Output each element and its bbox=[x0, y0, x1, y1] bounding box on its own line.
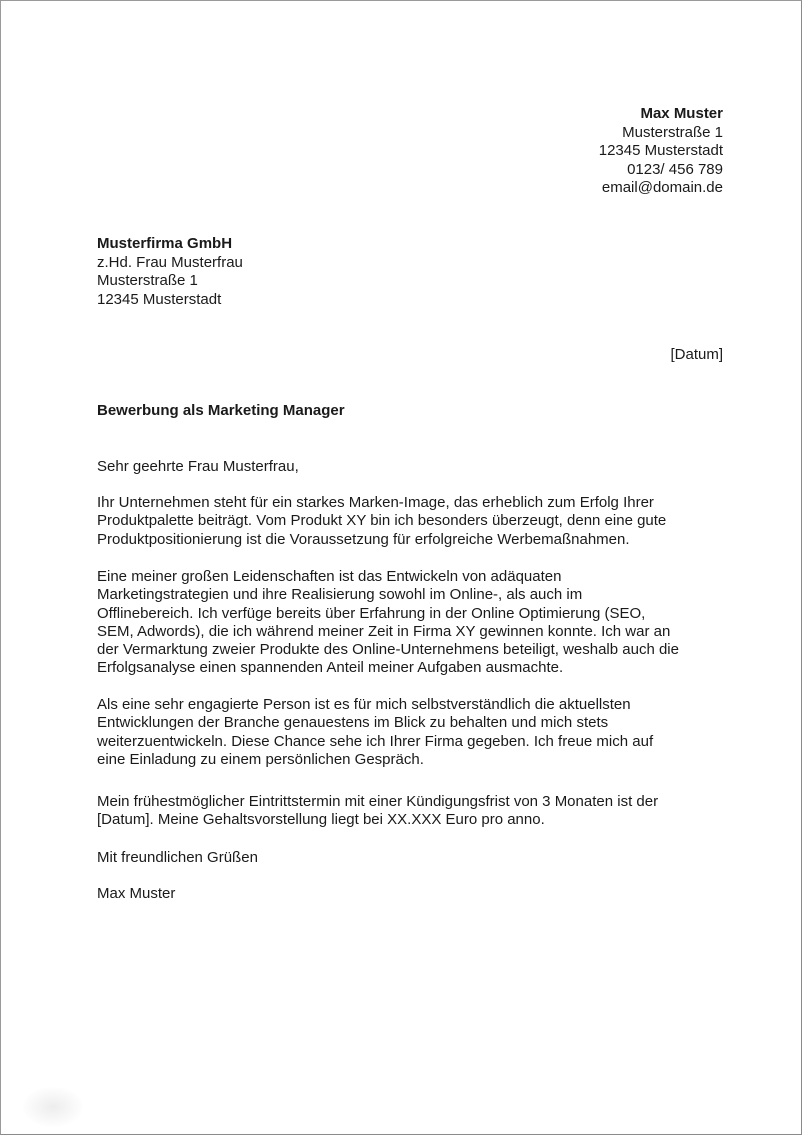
sender-address bbox=[599, 105, 723, 198]
body-paragraph-2 bbox=[97, 568, 737, 678]
letter-subject: Bewerbung als Marketing Manager bbox=[97, 402, 345, 419]
sender-city: 12345 Musterstadt bbox=[598, 142, 723, 159]
paragraph-line: Mein frühestmöglicher Eintrittstermin mit einer Kündigungsfrist von 3 Monaten ist der bbox=[97, 793, 659, 810]
sender-email: email@domain.de bbox=[601, 179, 723, 196]
recipient-address bbox=[97, 235, 243, 309]
letter-closing: Mit freundlichen Grüßen bbox=[97, 849, 258, 866]
sender-street: Musterstraße 1 bbox=[622, 123, 723, 141]
letter-salutation: Sehr geehrte Frau Musterfrau, bbox=[97, 458, 299, 475]
paragraph-line: [Datum]. Meine Gehaltsvorstellung liegt bei XX.XXX Euro pro anno. bbox=[97, 811, 545, 829]
sender-phone: 0123/ 456 789 bbox=[627, 160, 723, 178]
paragraph-line: weiterzuentwickeln. Diese Chance sehe ich Ihrer Firma gegeben. Ich freue mich auf bbox=[97, 732, 654, 750]
sender-name: Max Muster bbox=[640, 105, 723, 122]
letter-signature: Max Muster bbox=[97, 885, 176, 902]
paragraph-line: eine Einladung zu einem persönlichen Gespräch. bbox=[97, 750, 424, 768]
paragraph-line: Erfolgsanalyse einen spannenden Anteil meiner Aufgaben ausmachte. bbox=[97, 659, 564, 677]
paragraph-line: Eine meiner großen Leidenschaften ist das Entwickeln von adäquaten bbox=[97, 568, 562, 585]
recipient-company: Musterfirma GmbH bbox=[97, 235, 233, 252]
paragraph-line: Offlinebereich. Ich verfüge bereits über Erfahrung in der Online Optimierung (SEO, bbox=[97, 604, 646, 622]
paragraph-line: Als eine sehr engagierte Person ist es für mich selbstverständlich die aktuellsten bbox=[97, 696, 631, 713]
paragraph-line: SEM, Adwords), die ich während meiner Zeit in Firma XY gewinnen konnte. Ich war an bbox=[97, 622, 671, 640]
paragraph-line: Entwicklungen der Branche genauestens im Blick zu behalten und mich stets bbox=[97, 714, 609, 732]
recipient-attention: z.Hd. Frau Musterfrau bbox=[97, 253, 243, 271]
paragraph-line: der Vermarktung zweier Produkte des Online-Unternehmens beteiligt, weshalb auch die bbox=[97, 641, 679, 659]
paragraph-line: Ihr Unternehmen steht für ein starkes Marken-Image, das erheblich zum Erfolg Ihrer bbox=[97, 494, 654, 511]
body-paragraph-3 bbox=[97, 696, 737, 769]
body-paragraph-4 bbox=[97, 793, 737, 830]
body-paragraph-1 bbox=[97, 494, 737, 549]
paragraph-line: Marketingstrategien und ihre Realisierung sowohl im Online-, als auch im bbox=[97, 586, 583, 604]
letter-date: [Datum] bbox=[670, 346, 723, 363]
paragraph-line: Produktpositionierung ist die Voraussetzung für erfolgreiche Werbemaßnahmen. bbox=[97, 530, 630, 548]
recipient-street: Musterstraße 1 bbox=[97, 272, 198, 289]
paragraph-line: Produktpalette beiträgt. Vom Produkt XY bin ich besonders überzeugt, denn eine gute bbox=[97, 512, 667, 530]
watermark-smudge bbox=[23, 1087, 83, 1127]
recipient-city: 12345 Musterstadt bbox=[97, 290, 222, 308]
